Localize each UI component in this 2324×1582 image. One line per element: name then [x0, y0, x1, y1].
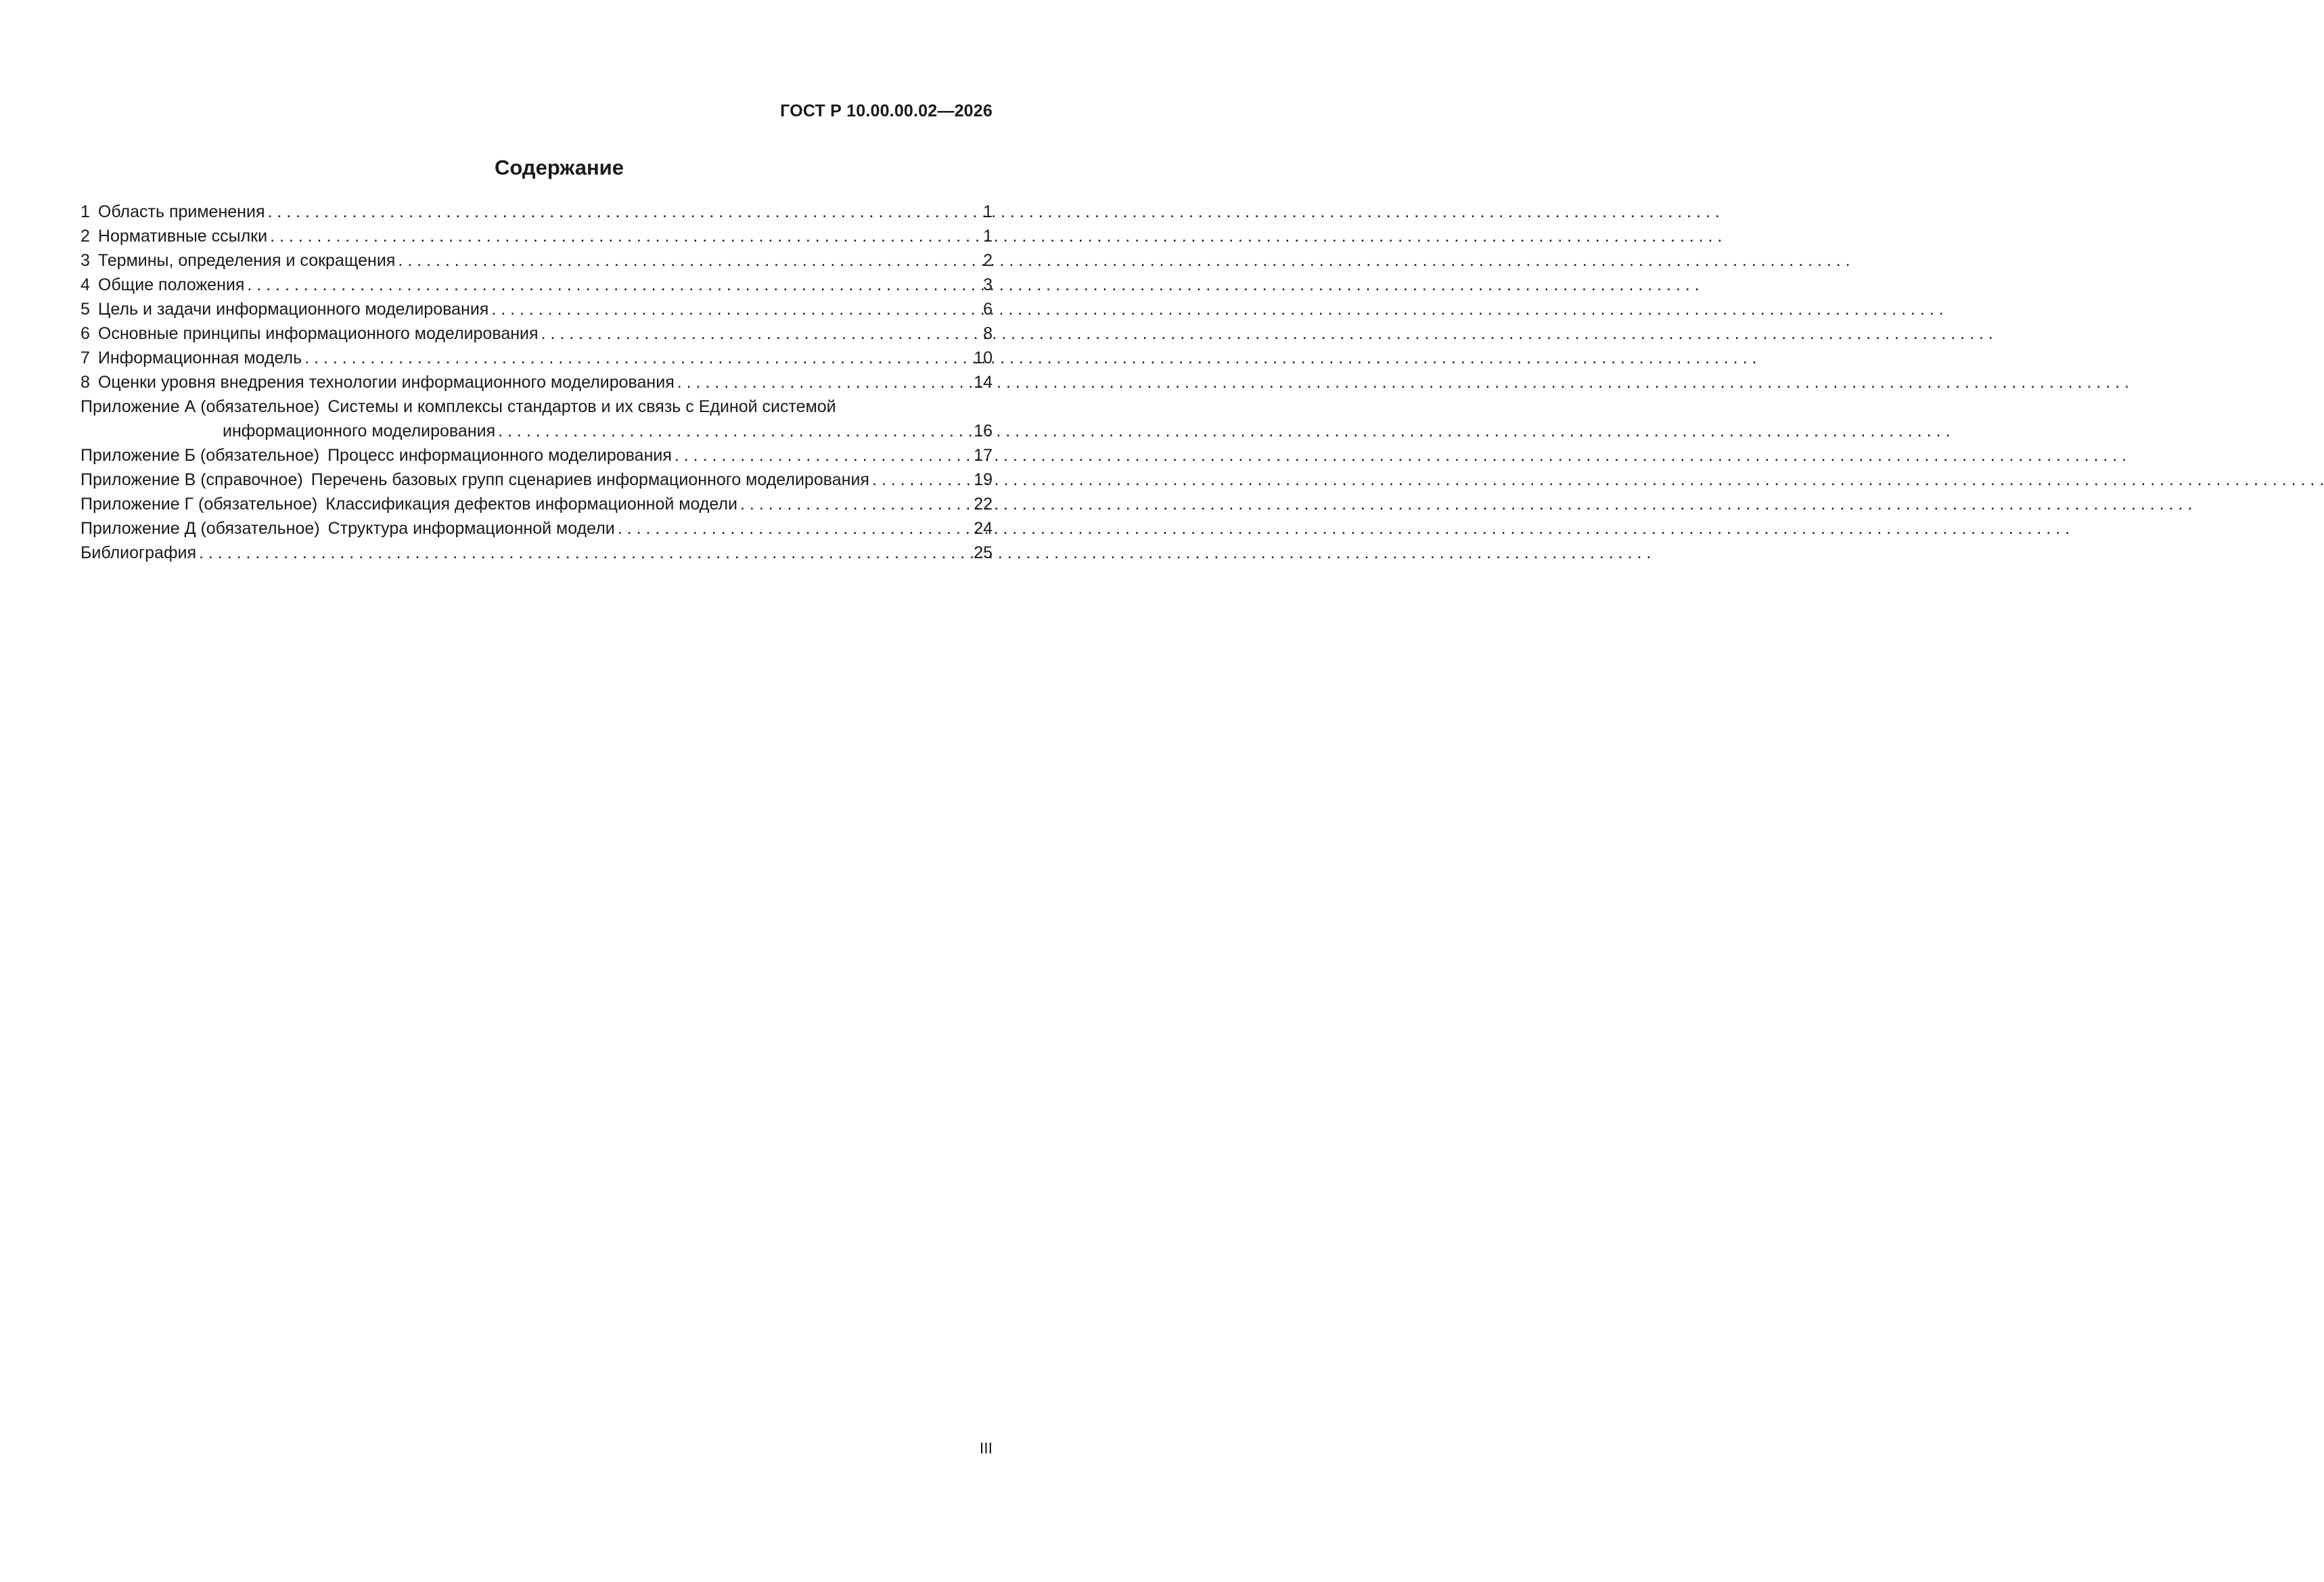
toc-appendix-prefix: Приложение Д (обязательное) — [81, 519, 320, 538]
toc-appendix-b[interactable] — [81, 443, 993, 468]
toc-entry-number: 1 — [81, 202, 90, 221]
toc-leader-dots — [247, 273, 980, 297]
toc-entry-title: Цель и задачи информационного моделирования — [97, 300, 489, 319]
toc-leader-dots — [491, 297, 980, 321]
toc-appendix-title: Структура информационной модели — [327, 519, 615, 538]
toc-appendix-prefix: Приложение Б (обязательное) — [81, 446, 320, 465]
toc-leader-dots — [304, 346, 971, 370]
toc-entry-4[interactable] — [81, 273, 993, 297]
toc-entry-page: 16 — [974, 422, 993, 440]
toc-leader-dots — [398, 248, 980, 273]
toc-entry-6[interactable] — [81, 321, 993, 346]
toc-entry-title: Оценки уровня внедрения технологии информационного моделирования — [97, 373, 675, 392]
toc-appendix-title: Процесс информационного моделирования — [327, 446, 672, 465]
toc-appendix-prefix: Приложение А (обязательное) — [81, 397, 320, 416]
toc-entry-page: 22 — [974, 495, 993, 514]
toc-appendix-prefix: Приложение В (справочное) — [81, 470, 303, 489]
toc-leader-dots — [740, 492, 971, 516]
toc-entry-title: Термины, определения и сокращения — [97, 251, 396, 270]
toc-entry-1[interactable] — [81, 200, 993, 224]
toc-entry-title: Информационная модель — [97, 348, 302, 367]
page-number: III — [979, 1439, 993, 1457]
toc-entry-8[interactable] — [81, 370, 993, 394]
toc-entry-title: Нормативные ссылки — [97, 227, 268, 246]
toc-appendix-title-continued: информационного моделирования — [223, 422, 496, 440]
document-code: ГОСТ Р 10.00.00.02—2026 — [780, 101, 993, 120]
toc-title: Содержание — [495, 156, 624, 179]
toc-entry-page: 10 — [974, 348, 993, 367]
toc-appendix-title: Системы и комплексы стандартов и их связь с Единой системой — [327, 397, 836, 416]
toc-appendix-d[interactable] — [81, 516, 993, 541]
toc-appendix-a-continuation[interactable] — [81, 419, 993, 443]
toc-leader-dots — [872, 468, 971, 492]
toc-entry-title: Библиография — [81, 543, 197, 562]
toc-leader-dots — [267, 200, 980, 224]
toc-leader-dots — [498, 419, 971, 443]
toc-leader-dots — [677, 370, 971, 394]
toc-entry-title: Основные принципы информационного моделирования — [97, 324, 539, 343]
toc-entry-3[interactable] — [81, 248, 993, 273]
toc-entry-number: 3 — [81, 251, 90, 270]
toc-entry-page: 6 — [983, 300, 993, 319]
toc-entry-number: 2 — [81, 227, 90, 246]
toc-entry-page: 1 — [983, 227, 993, 246]
toc-leader-dots — [675, 443, 971, 468]
toc-leader-dots — [199, 541, 971, 565]
toc-entry-page: 24 — [974, 519, 993, 538]
toc-entry-page: 25 — [974, 543, 993, 562]
toc-appendix-g[interactable] — [81, 492, 993, 516]
toc-entry-page: 2 — [983, 251, 993, 270]
toc-entry-5[interactable] — [81, 297, 993, 321]
toc-appendix-title: Классификация дефектов информационной модели — [325, 495, 738, 514]
toc-entry-title: Общие положения — [97, 275, 245, 294]
toc-appendix-prefix: Приложение Г (обязательное) — [81, 495, 318, 514]
toc-appendix-a[interactable] — [81, 394, 993, 419]
toc-entry-page: 19 — [974, 470, 993, 489]
toc-entry-number: 4 — [81, 275, 90, 294]
toc-appendix-v[interactable] — [81, 468, 993, 492]
table-of-contents — [81, 200, 993, 565]
toc-entry-page: 3 — [983, 275, 993, 294]
toc-entry-7[interactable] — [81, 346, 993, 370]
toc-entry-page: 8 — [983, 324, 993, 343]
toc-entry-page: 17 — [974, 446, 993, 465]
toc-entry-number: 8 — [81, 373, 90, 392]
toc-entry-page: 1 — [983, 202, 993, 221]
toc-entry-2[interactable] — [81, 224, 993, 248]
toc-leader-dots — [270, 224, 980, 248]
toc-bibliography[interactable] — [81, 541, 993, 565]
toc-entry-page: 14 — [974, 373, 993, 392]
toc-leader-dots — [541, 321, 981, 346]
document-page — [0, 0, 1118, 1582]
toc-entry-number: 6 — [81, 324, 90, 343]
toc-entry-title: Область применения — [97, 202, 265, 221]
toc-appendix-title: Перечень базовых групп сценариев информационного моделирования — [311, 470, 869, 489]
toc-entry-number: 7 — [81, 348, 90, 367]
toc-entry-number: 5 — [81, 300, 90, 319]
toc-leader-dots — [618, 516, 971, 541]
